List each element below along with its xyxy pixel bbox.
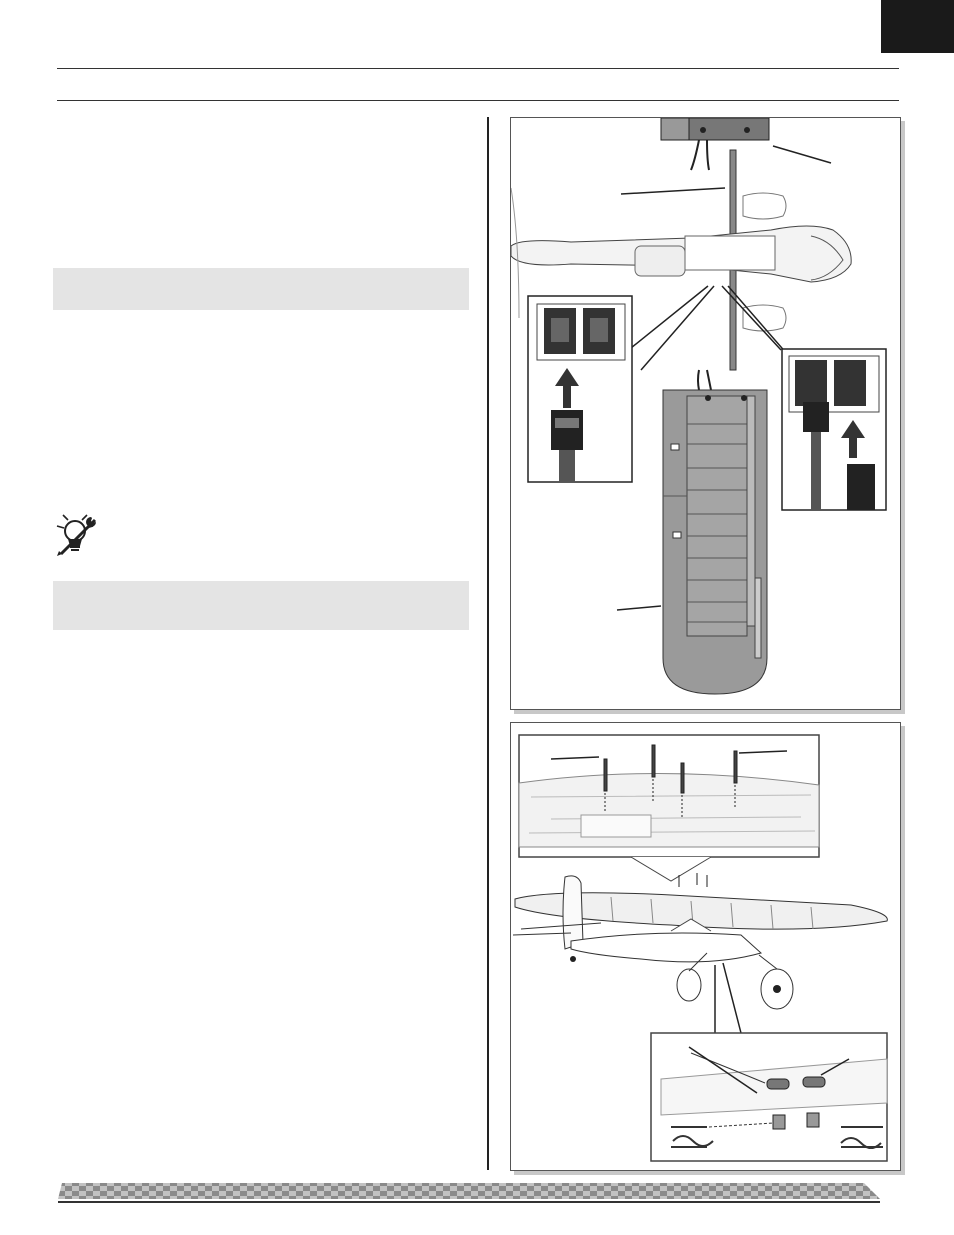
header-rule-bottom <box>57 100 899 101</box>
figure-servo-connection <box>510 117 901 710</box>
lightbulb-wrench-icon <box>55 514 99 558</box>
fuselage-wing-servo-connection-diagram <box>511 118 900 709</box>
section-heading-band-2 <box>53 581 469 630</box>
header-corner-tab <box>881 0 954 53</box>
column-divider <box>487 117 489 1170</box>
header-rule-top <box>57 68 899 69</box>
wing-attachment-screws-diagram <box>511 723 900 1170</box>
section-heading-band-1 <box>53 268 469 310</box>
footer-rule <box>58 1201 880 1203</box>
footer-checkered-bar <box>58 1181 882 1201</box>
figure-wing-attachment <box>510 722 901 1171</box>
